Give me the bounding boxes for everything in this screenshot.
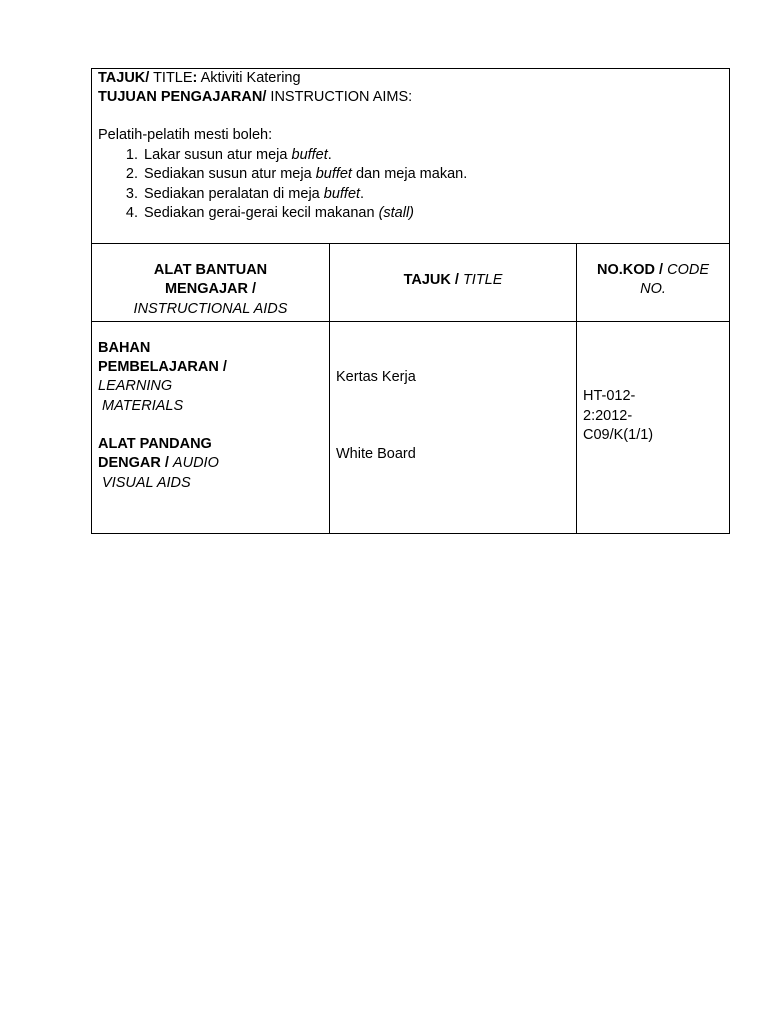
code-line1: HT-012- bbox=[583, 388, 636, 404]
aims-intro: Pelatih-pelatih mesti boleh: bbox=[98, 127, 273, 143]
title-label: TAJUK/ bbox=[98, 70, 150, 86]
aids-header-line3: INSTRUCTIONAL AIDS bbox=[133, 301, 288, 317]
aims-list bbox=[98, 146, 467, 223]
code-header-cell bbox=[577, 244, 729, 321]
title-line bbox=[98, 69, 301, 87]
av-line1: ALAT PANDANG bbox=[98, 436, 212, 452]
header-block bbox=[92, 69, 729, 244]
code-line3: C09/K(1/1) bbox=[583, 427, 654, 443]
code-header-line1: NO.KOD / CODE bbox=[597, 262, 709, 278]
column-header-row bbox=[92, 244, 729, 322]
title-label-en: TITLE bbox=[149, 70, 193, 86]
code-header-line2: NO. bbox=[640, 281, 666, 297]
title-item-2: White Board bbox=[336, 446, 416, 462]
aim-item: 3. Sediakan peralatan di meja buffet. bbox=[125, 185, 365, 202]
aims-line bbox=[98, 88, 412, 106]
lesson-plan-table bbox=[91, 68, 730, 534]
learning-line4: MATERIALS bbox=[98, 398, 184, 414]
learning-line2: PEMBELAJARAN / bbox=[98, 359, 227, 375]
title-value: Aktiviti Katering bbox=[197, 70, 301, 86]
body-row bbox=[92, 322, 729, 533]
av-line3: VISUAL AIDS bbox=[98, 475, 191, 491]
aids-body-cell bbox=[92, 322, 330, 533]
aids-header-cell bbox=[92, 244, 330, 321]
title-item-1: Kertas Kerja bbox=[336, 369, 416, 385]
av-line2: DENGAR / AUDIO bbox=[98, 455, 219, 471]
aims-label: TUJUAN PENGAJARAN/ bbox=[98, 89, 267, 105]
code-body-cell bbox=[577, 322, 729, 533]
title-body-cell bbox=[330, 322, 577, 533]
title-header: TAJUK / TITLE bbox=[403, 272, 503, 288]
aim-item: 2. Sediakan susun atur meja buffet dan meja makan. bbox=[125, 166, 468, 183]
code-line2: 2:2012- bbox=[583, 408, 633, 424]
learning-line1: BAHAN bbox=[98, 340, 151, 356]
aim-item: 1. Lakar susun atur meja buffet. bbox=[125, 147, 332, 163]
learning-line3: LEARNING bbox=[98, 378, 173, 394]
aims-label-en: INSTRUCTION AIMS: bbox=[266, 89, 413, 105]
aids-header-line2: MENGAJAR / bbox=[164, 281, 257, 297]
title-header-cell bbox=[330, 244, 577, 321]
aim-item: 4. Sediakan gerai-gerai kecil makanan (stall) bbox=[125, 204, 415, 221]
title-colon: : bbox=[192, 70, 198, 86]
aids-header-line1: ALAT BANTUAN bbox=[153, 262, 268, 278]
